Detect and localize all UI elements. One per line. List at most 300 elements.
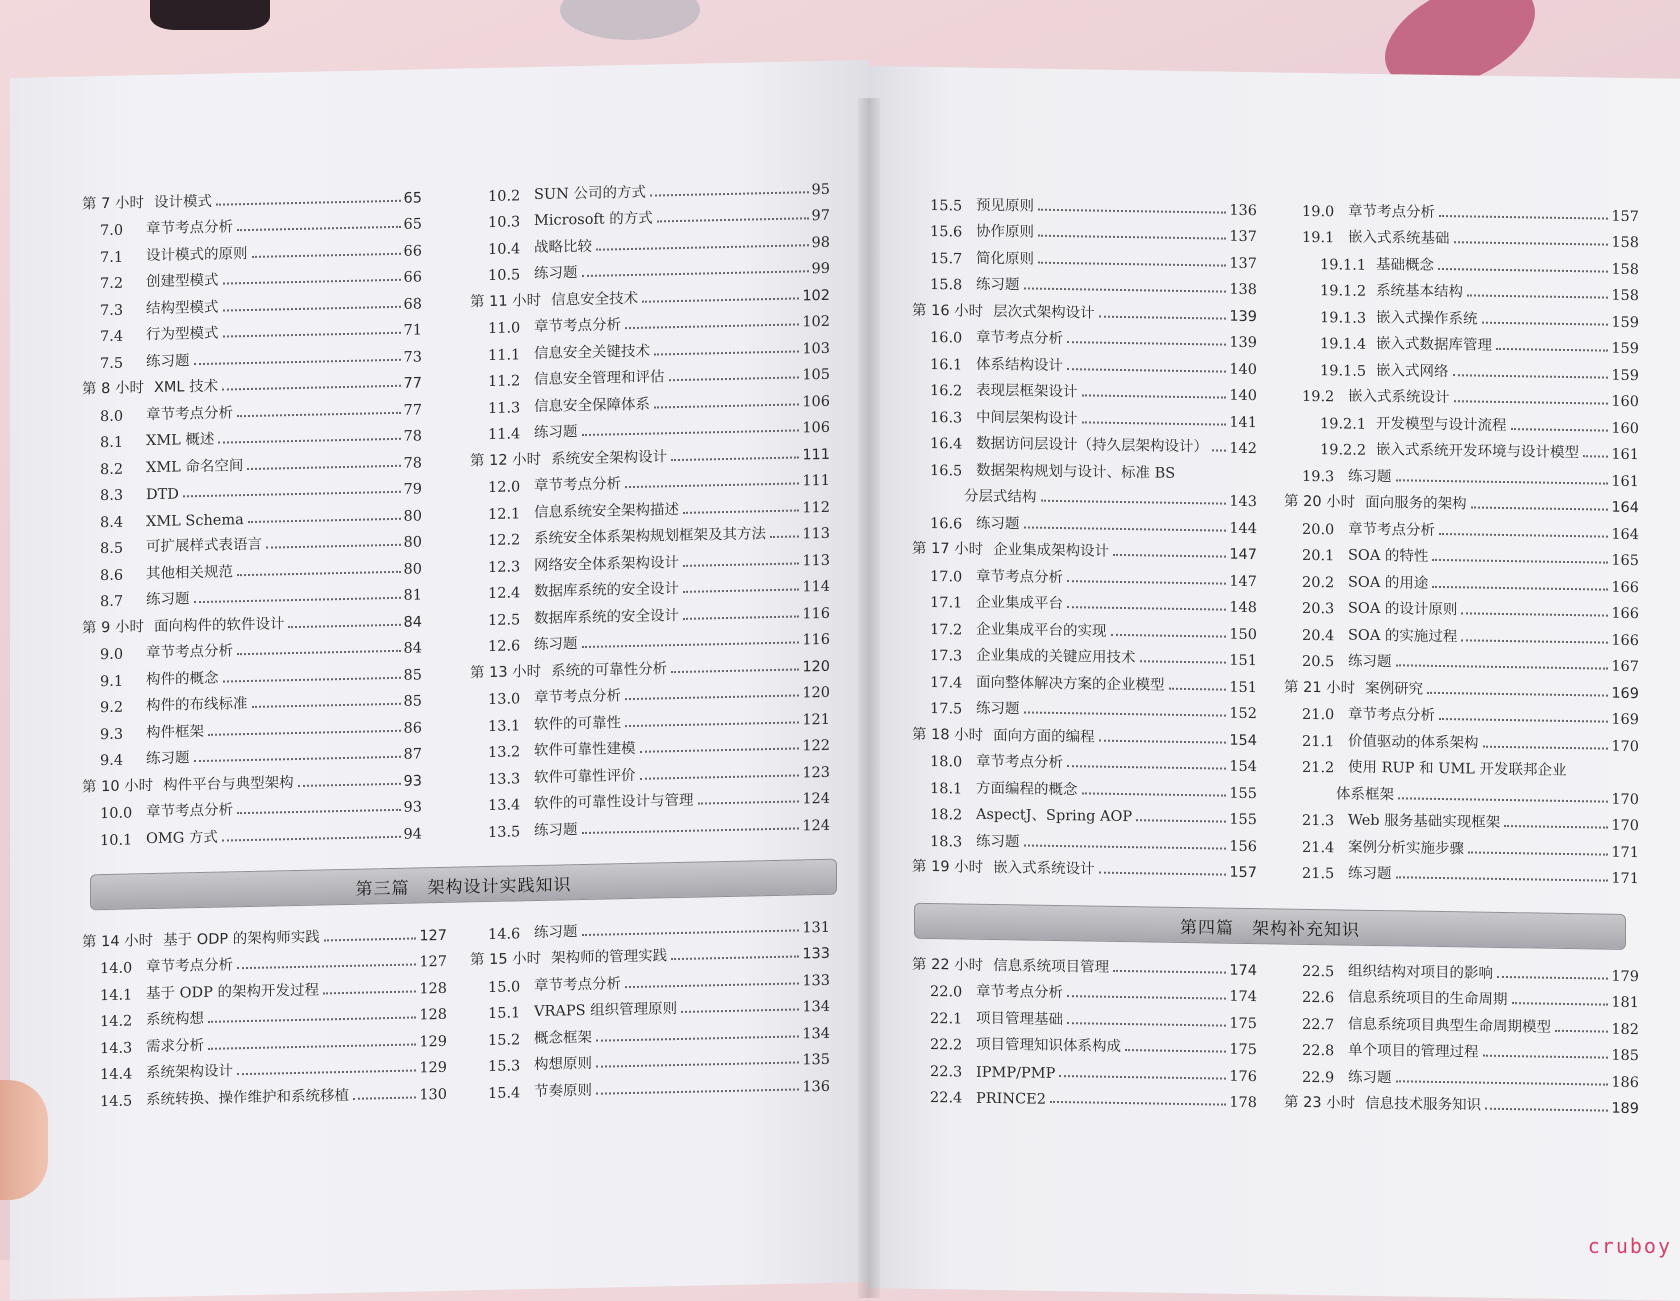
toc-entry-title: 软件可靠性评价 (534, 767, 636, 786)
toc-entry-number: 21.1 (1302, 733, 1335, 750)
toc-entry-number: 第 17 小时 (912, 540, 984, 558)
toc-entry-title: 简化原则 (976, 250, 1034, 268)
toc-leader-dots (1024, 711, 1227, 716)
toc-leader-dots (237, 411, 401, 416)
toc-leader-dots (625, 482, 799, 488)
toc-entry-title: 基础概念 (1376, 256, 1434, 274)
toc-entry-page-number: 160 (1611, 393, 1639, 411)
toc-entry-page-number: 114 (802, 578, 830, 596)
toc-entry-number: 22.5 (1302, 963, 1335, 980)
toc-entry-title: 嵌入式数据库管理 (1376, 335, 1492, 354)
toc-entry-page-number: 161 (1611, 473, 1639, 490)
toc-entry-title: 数据库系统的安全设计 (534, 607, 679, 627)
toc-entry-number: 7.3 (100, 302, 124, 319)
toc-entry-page-number: 169 (1611, 711, 1639, 729)
toc-entry-number: 18.0 (930, 753, 963, 771)
toc-chapter-entry (1284, 484, 1639, 516)
toc-section-entry (1284, 325, 1639, 357)
toc-entry-number: 7.1 (100, 249, 124, 266)
toc-entry-title: 面向服务的架构 (1365, 494, 1467, 513)
toc-entry-title: 基于 ODP 的架构师实践 (163, 929, 320, 949)
toc-entry-number: 19.0 (1302, 203, 1335, 220)
toc-entry-number: 22.8 (1302, 1042, 1335, 1060)
toc-entry-title: 战略比较 (534, 238, 592, 256)
toc-entry-number: 16.5 (930, 462, 963, 479)
toc-section-entry (1284, 696, 1639, 728)
toc-entry-title: 结构型模式 (146, 299, 219, 317)
toc-entry-title: 企业集成的关键应用技术 (976, 647, 1136, 667)
toc-entry-number: 第 16 小时 (912, 302, 984, 320)
toc-entry-number: 18.3 (930, 833, 963, 850)
toc-entry-page-number: 84 (403, 613, 422, 631)
toc-entry-title: 练习题 (146, 352, 190, 370)
toc-entry-page-number: 140 (1229, 387, 1257, 405)
toc-entry-number: 第 14 小时 (82, 932, 154, 950)
background-pattern-dot (150, 0, 270, 30)
toc-entry-page-number: 106 (802, 393, 830, 410)
toc-entry-page-number: 129 (419, 1059, 447, 1077)
toc-leader-dots (208, 729, 401, 735)
toc-entry-page-number: 98 (811, 234, 830, 251)
toc-entry-number: 19.3 (1302, 468, 1335, 485)
toc-section-entry (1284, 643, 1639, 675)
toc-entry-page-number: 189 (1611, 1100, 1639, 1118)
toc-entry-title: 系统的可靠性分析 (551, 660, 668, 680)
toc-leader-dots (1067, 606, 1226, 611)
toc-leader-dots (1041, 500, 1227, 505)
toc-entry-page-number: 138 (1229, 281, 1257, 299)
toc-entry-page-number: 66 (403, 242, 422, 260)
toc-section-entry (1284, 378, 1639, 410)
toc-entry-title: 嵌入式系统设计 (993, 859, 1095, 878)
toc-entry-title: 章节考点分析 (1348, 521, 1435, 539)
toc-entry-number: 第 8 小时 (82, 380, 144, 398)
toc-entry-title: 系统基本结构 (1376, 282, 1463, 301)
toc-entry-title: 练习题 (976, 276, 1020, 294)
toc-entry-page-number: 151 (1229, 652, 1257, 670)
toc-entry-title: 软件的可靠性 (534, 714, 621, 733)
toc-entry-number: 14.4 (100, 1066, 133, 1084)
toc-entry-title: 构件的布线标准 (146, 696, 248, 715)
toc-entry-number: 19.2.2 (1320, 442, 1367, 459)
toc-entry-page-number: 131 (802, 919, 830, 936)
toc-leader-dots (650, 191, 809, 196)
toc-entry-page-number: 86 (403, 719, 422, 737)
toc-entry-title: 项目管理知识体系构成 (976, 1036, 1121, 1055)
toc-leader-dots (223, 305, 401, 311)
toc-section-entry (1284, 511, 1639, 543)
toc-entry-page-number: 130 (419, 1086, 447, 1103)
toc-leader-dots (596, 1088, 799, 1094)
toc-entry-page-number: 112 (802, 499, 830, 516)
toc-entry-page-number: 174 (1229, 988, 1257, 1006)
toc-section-entry (912, 1079, 1257, 1111)
toc-leader-dots (1024, 526, 1227, 531)
toc-entry-title: 概念框架 (534, 1029, 592, 1047)
toc-entry-number: 22.2 (930, 1036, 963, 1054)
toc-entry-page-number: 93 (403, 772, 422, 790)
toc-entry-title: 练习题 (1348, 653, 1392, 671)
toc-entry-number: 17.0 (930, 568, 963, 585)
toc-entry-page-number: 147 (1229, 573, 1257, 590)
toc-leader-dots (222, 385, 400, 391)
toc-entry-number: 19.1.4 (1320, 336, 1367, 353)
toc-entry-page-number: 127 (419, 953, 447, 971)
toc-entry-title: 案例分析实施步骤 (1348, 839, 1464, 857)
toc-entry-title: 组织结构对项目的影响 (1348, 963, 1493, 982)
toc-entry-page-number: 154 (1229, 758, 1257, 776)
toc-entry-page-number: 124 (802, 790, 830, 808)
toc-section-entry (912, 664, 1257, 696)
toc-section-entry (1284, 405, 1639, 437)
toc-entry-number: 17.4 (930, 674, 963, 691)
toc-entry-number: 第 18 小时 (912, 726, 984, 744)
toc-entry-page-number: 170 (1611, 791, 1639, 808)
toc-leader-dots (582, 641, 800, 648)
toc-entry-page-number: 84 (403, 640, 422, 657)
part-banner-four-text: 第四篇 架构补充知识 (1180, 917, 1360, 941)
toc-entry-number: 10.3 (488, 214, 521, 231)
toc-entry-page-number: 116 (802, 631, 830, 649)
toc-entry-title: 案例研究 (1365, 680, 1424, 698)
toc-entry-number: 20.5 (1302, 653, 1335, 671)
toc-entry-number: 18.2 (930, 806, 963, 824)
toc-entry-title: 嵌入式系统基础 (1348, 229, 1450, 248)
toc-entry-page-number: 68 (403, 295, 422, 313)
toc-leader-dots (237, 1069, 416, 1075)
toc-chapter-entry (912, 947, 1257, 979)
toc-chapter-entry (912, 849, 1257, 881)
toc-entry-number: 11.1 (488, 346, 521, 364)
toc-leader-dots (1483, 745, 1609, 749)
toc-leader-dots (582, 929, 800, 936)
toc-section-entry (912, 637, 1257, 669)
toc-entry-page-number: 85 (403, 666, 422, 684)
toc-entry-number: 10.0 (100, 805, 133, 823)
toc-entry-number: 7.2 (100, 275, 124, 293)
toc-entry-number: 第 19 小时 (912, 858, 984, 876)
toc-entry-page-number: 122 (802, 737, 830, 755)
toc-leader-dots (248, 517, 401, 522)
toc-entry-number: 10.1 (100, 831, 133, 849)
toc-entry-number: 14.0 (100, 960, 133, 978)
toc-entry-title: 章节考点分析 (1348, 203, 1435, 221)
toc-leader-dots (1067, 368, 1226, 373)
toc-column-left-1 (82, 179, 422, 849)
toc-leader-dots (596, 1035, 799, 1041)
toc-entry-page-number: 128 (419, 980, 447, 997)
toc-section-entry (1284, 953, 1639, 985)
toc-entry-page-number: 152 (1229, 705, 1257, 723)
toc-leader-dots (1038, 235, 1226, 240)
toc-leader-dots (1461, 612, 1608, 616)
left-page (10, 60, 868, 1300)
toc-entry-title: XML 命名空间 (146, 457, 244, 476)
toc-entry-number: 16.6 (930, 515, 963, 532)
toc-entry-page-number: 113 (802, 552, 830, 569)
toc-entry-page-number: 186 (1611, 1074, 1639, 1091)
toc-entry-title: 软件可靠性建模 (534, 740, 636, 760)
toc-entry-page-number: 164 (1611, 526, 1639, 543)
toc-entry-page-number: 144 (1229, 520, 1257, 537)
toc-entry-title: 需求分析 (146, 1037, 204, 1055)
toc-leader-dots (216, 199, 401, 205)
watermark-text: cruboy (1587, 1234, 1672, 1258)
toc-entry-number: 11.3 (488, 399, 521, 417)
toc-entry-page-number: 159 (1611, 367, 1639, 384)
toc-leader-dots (582, 827, 800, 834)
toc-entry-number: 8.0 (100, 408, 124, 425)
toc-leader-dots (1497, 975, 1608, 979)
toc-entry-page-number: 169 (1611, 685, 1639, 702)
toc-entry-title: 信息技术服务知识 (1365, 1095, 1482, 1114)
toc-section-entry (912, 1026, 1257, 1058)
toc-leader-dots (266, 544, 401, 549)
toc-entry-title: 章节考点分析 (534, 317, 621, 336)
toc-leader-dots (1111, 633, 1227, 637)
toc-leader-dots (1555, 1029, 1608, 1032)
toc-entry-number: 22.0 (930, 983, 963, 1001)
toc-entry-number: 19.1.1 (1320, 256, 1367, 274)
toc-leader-dots (1169, 687, 1227, 690)
toc-entry-title: 信息系统项目典型生命周期模型 (1348, 1016, 1551, 1036)
toc-entry-page-number: 158 (1611, 287, 1639, 305)
toc-entry-title: 其他相关规范 (146, 563, 233, 582)
toc-entry-page-number: 80 (403, 560, 422, 578)
toc-section-entry (912, 584, 1257, 616)
toc-entry-number: 12.6 (488, 638, 521, 655)
toc-entry-number: 7.4 (100, 328, 124, 346)
toc-entry-number: 10.4 (488, 240, 521, 258)
toc-entry-number: 8.6 (100, 567, 124, 584)
toc-chapter-entry (912, 531, 1257, 563)
toc-entry-page-number: 65 (403, 189, 422, 207)
toc-entry-title: 面向方面的编程 (993, 727, 1095, 746)
toc-section-entry (912, 505, 1257, 537)
toc-entry-page-number: 171 (1611, 870, 1639, 888)
toc-entry-title: 系统安全架构设计 (551, 448, 668, 468)
toc-entry-title: SOA 的设计原则 (1348, 600, 1458, 619)
toc-entry-page-number: 135 (802, 1051, 830, 1069)
toc-entry-number: 12.5 (488, 611, 521, 629)
toc-chapter-entry (912, 293, 1257, 325)
toc-leader-dots (596, 244, 809, 250)
toc-entry-number: 14.2 (100, 1013, 133, 1031)
part-banner-three (90, 859, 837, 911)
toc-section-entry (912, 452, 1257, 484)
toc-entry-number: 15.2 (488, 1031, 521, 1049)
toc-entry-title: 分层式结构 (964, 488, 1037, 506)
toc-section-entry (912, 319, 1257, 351)
toc-entry-title: DTD (146, 486, 179, 504)
toc-entry-title: Web 服务基础实现框架 (1348, 812, 1501, 831)
toc-leader-dots (625, 982, 799, 988)
toc-entry-page-number: 161 (1611, 446, 1639, 464)
toc-entry-page-number: 134 (802, 1025, 830, 1042)
toc-entry-page-number: 133 (802, 972, 830, 989)
toc-entry-title: 构件的概念 (146, 670, 219, 688)
toc-section-entry (1284, 352, 1639, 384)
toc-entry-page-number: 66 (403, 269, 422, 286)
toc-entry-title: 系统架构设计 (146, 1063, 233, 1082)
toc-section-entry (1284, 1032, 1639, 1064)
toc-entry-title: 信息安全关键技术 (534, 343, 650, 362)
toc-section-entry (1284, 802, 1639, 834)
toc-entry-number: 19.1 (1302, 229, 1335, 247)
toc-entry-title: 面向构件的软件设计 (153, 615, 285, 635)
toc-entry-page-number: 141 (1229, 414, 1257, 431)
toc-entry-title: 企业集成平台 (976, 594, 1063, 613)
toc-leader-dots (1511, 428, 1609, 432)
toc-section-entry (1284, 219, 1639, 251)
toc-entry-title: 创建型模式 (146, 272, 219, 291)
toc-entry-title: 系统转换、操作维护和系统移植 (146, 1087, 349, 1108)
toc-leader-dots (1427, 691, 1608, 696)
toc-leader-dots (1099, 872, 1227, 876)
toc-entry-title: 体系框架 (1336, 785, 1394, 803)
toc-entry-number: 8.1 (100, 434, 124, 452)
toc-entry-number: 16.0 (930, 329, 963, 347)
toc-leader-dots (669, 376, 800, 381)
toc-entry-number: 22.3 (930, 1063, 963, 1080)
toc-entry-number: 21.4 (1302, 839, 1335, 856)
toc-entry-title: 单个项目的管理过程 (1348, 1042, 1479, 1061)
toc-entry-title: PRINCE2 (976, 1090, 1046, 1108)
toc-section-entry (912, 478, 1257, 510)
toc-leader-dots (654, 403, 799, 408)
toc-entry-title: 章节考点分析 (146, 404, 233, 423)
toc-leader-dots (218, 438, 400, 444)
toc-entry-number: 20.4 (1302, 627, 1335, 644)
toc-leader-dots (1067, 580, 1226, 585)
toc-entry-title: 项目管理基础 (976, 1010, 1063, 1028)
toc-leader-dots (1482, 321, 1609, 325)
toc-leader-dots (770, 535, 799, 538)
toc-entry-number: 11.4 (488, 426, 521, 443)
toc-column-right-4 (1284, 953, 1639, 1118)
toc-entry-page-number: 80 (403, 534, 422, 551)
part-banner-three-text: 第三篇 架构设计实践知识 (355, 874, 572, 900)
toc-section-entry (912, 372, 1257, 404)
toc-entry-page-number: 178 (1229, 1094, 1257, 1112)
toc-entry-page-number: 134 (802, 998, 830, 1016)
toc-section-entry (1284, 1059, 1639, 1091)
toc-entry-number: 15.8 (930, 276, 963, 294)
toc-entry-number: 8.7 (100, 593, 124, 611)
toc-entry-page-number: 182 (1611, 1021, 1639, 1038)
toc-entry-number: 21.5 (1302, 865, 1335, 883)
toc-leader-dots (1504, 825, 1608, 829)
toc-entry-number: 15.7 (930, 250, 963, 267)
toc-entry-title: 练习题 (976, 700, 1020, 718)
toc-entry-title: 信息安全管理和评估 (534, 369, 665, 389)
toc-entry-number: 16.2 (930, 382, 963, 400)
toc-section-entry (1284, 590, 1639, 622)
toc-entry-page-number: 73 (403, 348, 422, 366)
toc-leader-dots (223, 279, 401, 285)
toc-entry-title: 练习题 (534, 636, 578, 654)
toc-entry-title: Microsoft 的方式 (534, 210, 653, 230)
toc-leader-dots (1024, 287, 1227, 292)
toc-entry-page-number: 113 (802, 525, 830, 543)
toc-entry-page-number: 167 (1611, 658, 1639, 676)
toc-leader-dots (237, 570, 401, 575)
toc-entry-page-number: 77 (403, 375, 422, 392)
toc-leader-dots (671, 955, 799, 960)
toc-leader-dots (1067, 341, 1226, 346)
toc-entry-title: 章节考点分析 (534, 476, 621, 495)
toc-entry-page-number: 170 (1611, 817, 1639, 835)
toc-leader-dots (1454, 400, 1609, 404)
toc-entry-number: 20.1 (1302, 547, 1335, 565)
toc-entry-page-number: 137 (1229, 255, 1257, 272)
toc-section-entry (912, 743, 1257, 775)
toc-entry-number: 20.3 (1302, 600, 1335, 618)
toc-section-entry (1284, 749, 1639, 781)
toc-entry-page-number: 170 (1611, 738, 1639, 755)
toc-section-entry (1284, 617, 1639, 649)
toc-entry-page-number: 120 (802, 684, 830, 702)
toc-entry-title: 信息系统项目的生命周期 (1348, 989, 1508, 1009)
toc-entry-page-number: 140 (1229, 361, 1257, 378)
toc-entry-page-number: 136 (802, 1078, 830, 1095)
toc-entry-page-number: 147 (1229, 546, 1257, 564)
toc-entry-page-number: 127 (419, 927, 447, 944)
toc-entry-number: 11.2 (488, 373, 521, 390)
toc-entry-title: 开发模型与设计流程 (1376, 415, 1507, 434)
toc-entry-title: 使用 RUP 和 UML 开发联邦企业 (1348, 759, 1567, 779)
toc-entry-number: 8.2 (100, 461, 124, 478)
toc-column-left-3 (82, 917, 447, 1110)
toc-leader-dots (1439, 532, 1608, 537)
toc-leader-dots (1038, 208, 1226, 213)
toc-leader-dots (223, 676, 401, 682)
toc-section-entry (1284, 723, 1639, 755)
toc-entry-page-number: 158 (1611, 261, 1639, 278)
toc-entry-title: 构想原则 (534, 1055, 592, 1074)
toc-leader-dots (1082, 394, 1227, 398)
toc-entry-number: 15.1 (488, 1005, 521, 1022)
toc-entry-title: 系统安全体系架构规划框架及其方法 (534, 526, 766, 548)
toc-entry-title: 系统构想 (146, 1010, 204, 1029)
toc-entry-number: 9.4 (100, 752, 124, 770)
toc-entry-number: 7.5 (100, 355, 124, 372)
toc-entry-title: 表现层框架设计 (976, 382, 1078, 401)
toc-entry-page-number: 103 (802, 340, 830, 357)
toc-entry-title: 中间层架构设计 (976, 409, 1078, 427)
toc-entry-page-number: 71 (403, 322, 422, 339)
toc-section-entry (912, 770, 1257, 802)
toc-leader-dots (237, 650, 401, 655)
toc-entry-title: 嵌入式网络 (1376, 362, 1449, 380)
toc-entry-page-number: 171 (1611, 844, 1639, 861)
toc-entry-title: 信息安全保障体系 (534, 396, 650, 415)
toc-section-entry (1284, 829, 1639, 861)
toc-entry-number: 17.5 (930, 700, 963, 718)
toc-section-entry (912, 1053, 1257, 1085)
toc-entry-title: XML 概述 (146, 431, 215, 450)
toc-entry-title: 练习题 (1348, 468, 1392, 485)
toc-column-right-2 (1284, 193, 1639, 888)
toc-section-entry (912, 690, 1257, 722)
toc-entry-number: 22.9 (1302, 1069, 1335, 1086)
toc-entry-page-number: 123 (802, 764, 830, 781)
toc-entry-title: 章节考点分析 (534, 975, 621, 994)
toc-entry-number: 12.3 (488, 558, 521, 576)
toc-entry-page-number: 80 (403, 507, 422, 525)
toc-leader-dots (657, 217, 809, 222)
toc-entry-title: 嵌入式系统设计 (1348, 388, 1450, 407)
